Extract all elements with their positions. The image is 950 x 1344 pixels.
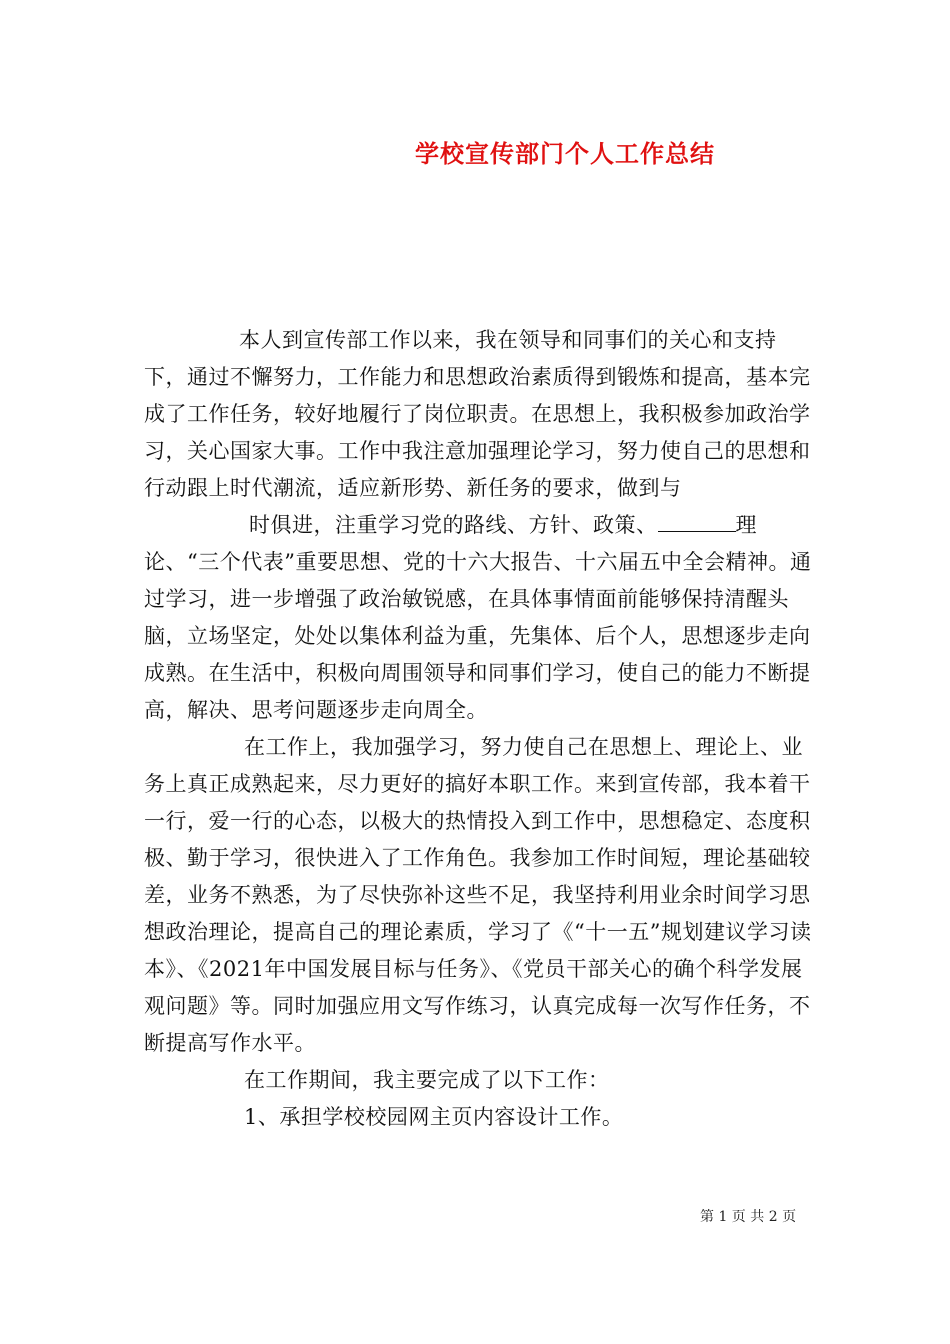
paragraph-5: 1、承担学校校园网主页内容设计工作。: [244, 1105, 624, 1129]
document-body: [144, 322, 814, 1136]
paragraph-3: 在工作上，我加强学习，努力使自己在思想上、理论上、业务上真正成熟起来，尽力更好的搞好本职工作。来到宣传部，我本着干一行，爱一行的心态，以极大的热情投入到工作中，思想稳定、态度积极、勤于学习，很快进入了工作角色。我参加工作时间短，理论基础较差，业务不熟悉，为了尽快弥补这些不足，我坚持利用业余时间学习思想政治理论，提高自己的理论素质，学习了《“十一五”规划建议学习读本》、《2021年中国发展目标与任务》、《党员干部关心的确个科学发展观问题》等。同时加强应用文写作练习，认真完成每一次写作任务，不断提高写作水平。: [144, 735, 812, 1055]
paragraph-2: [144, 507, 814, 729]
fill-in-blank: [658, 513, 736, 532]
document-title: 学校宣传部门个人工作总结: [415, 139, 715, 168]
paragraph-2-start: 时俱进，注重学习党的路线、方针、政策、: [249, 513, 658, 537]
page-number-footer: 第 1 页 共 2 页: [700, 1209, 797, 1225]
paragraph-2-end: 理论、“三个代表”重要思想、党的十六大报告、十六届五中全会精神。通过学习，进一步增强了政治敏锐感，在具体事情面前能够保持清醒头脑，立场坚定，处处以集体利益为重，先集体、后个人，思想逐步走向成熟。在生活中，积极向周围领导和同事们学习，使自己的能力不断提高，解决、思考问题逐步走向周全。: [144, 513, 812, 722]
paragraph-4: 在工作期间，我主要完成了以下工作：: [244, 1068, 610, 1092]
paragraph-1: 本人到宣传部工作以来，我在领导和同事们的关心和支持下，通过不懈努力，工作能力和思想政治素质得到锻炼和提高，基本完成了工作任务，较好地履行了岗位职责。在思想上，我积极参加政治学习，关心国家大事。工作中我注意加强理论学习，努力使自己的思想和行动跟上时代潮流，适应新形势、新任务的要求，做到与: [144, 328, 811, 500]
